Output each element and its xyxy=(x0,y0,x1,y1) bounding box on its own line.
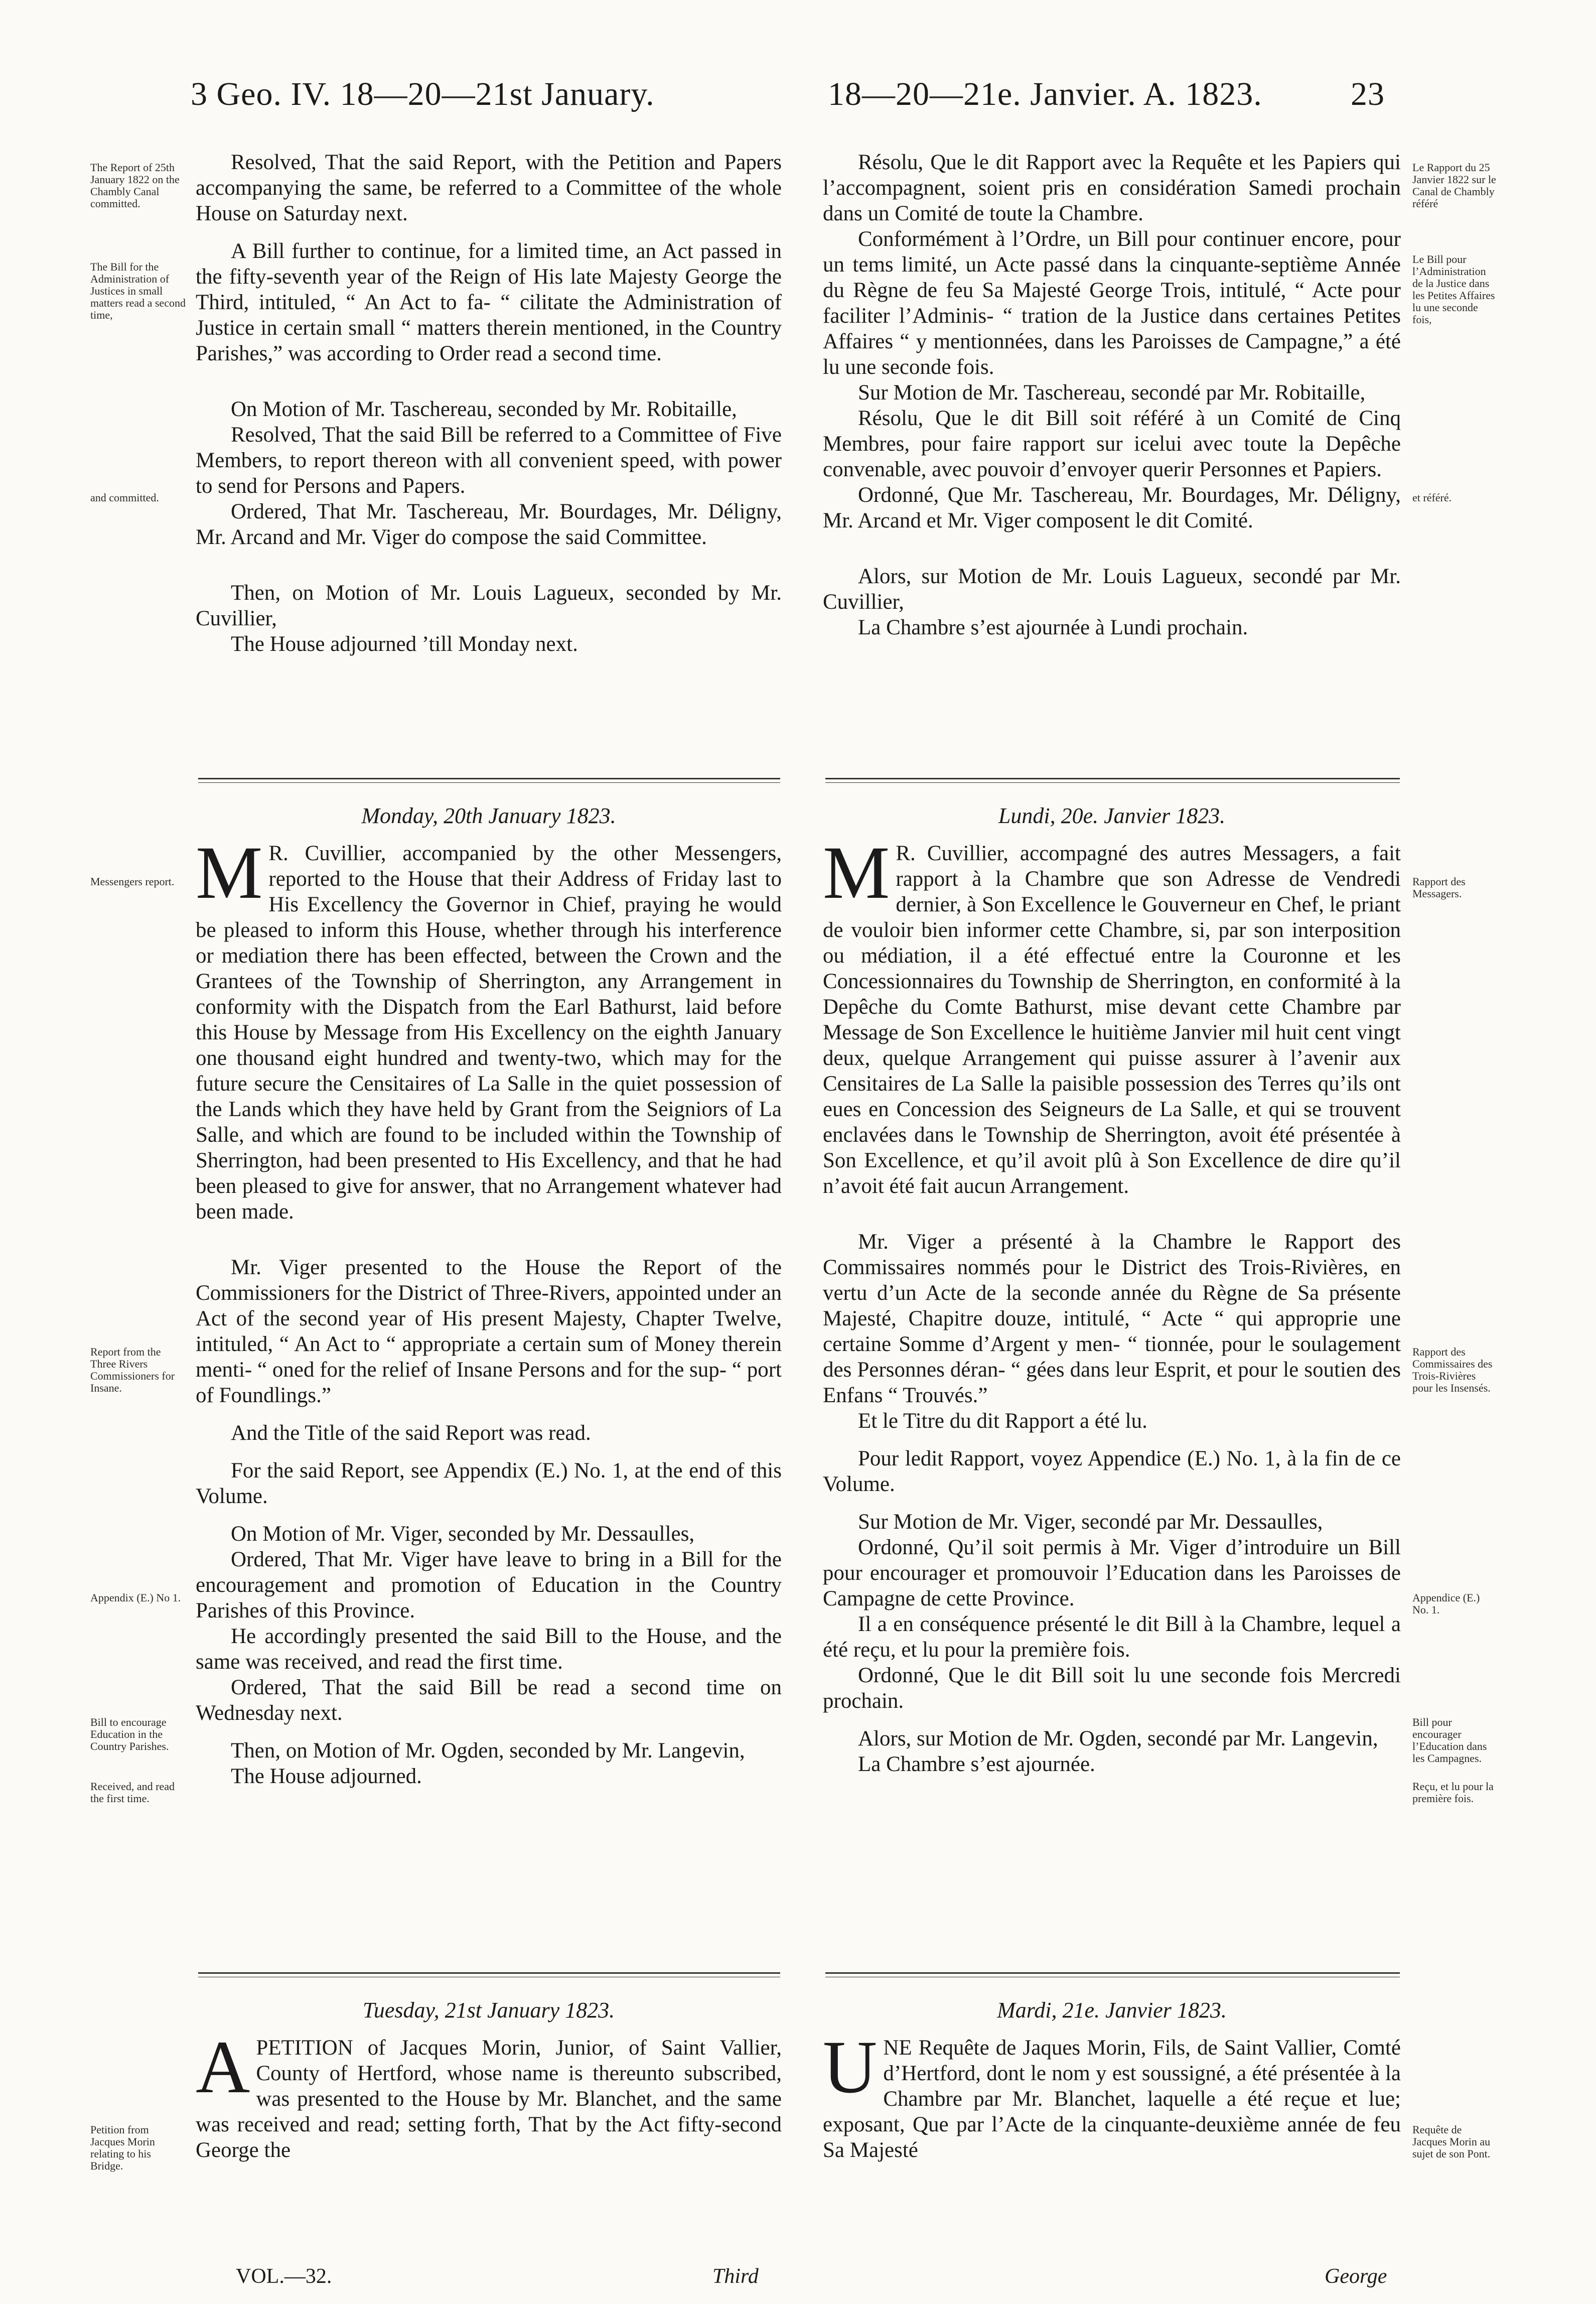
page-number: 23 xyxy=(1351,76,1385,112)
french-column-mardi xyxy=(823,1997,1401,2163)
fr-ordonne-comite: Ordonné, Que Mr. Taschereau, Mr. Bourdages, Mr. Déligny, Mr. Arcand et Mr. Viger composent le dit Comité. xyxy=(823,483,1401,532)
fr-bill-seconde-fois: Conformément à l’Ordre, un Bill pour continuer encore, pour un tems limité, un Acte passé dans la cinquante-septième Année du Règne de feu Sa Majesté George Trois, intitulé, “ Acte pour faciliter l’Adminis- “ tration de la Justice dans certaines Petites Affaires “ y mentionnées, dans les Paroisses de Campagne,” a été lu une seconde fois. xyxy=(823,227,1401,379)
fr-date-mardi: Mardi, 21e. Janvier 1823. xyxy=(997,1998,1227,2022)
en-resolved-committee: Resolved, That the said Bill be referred to a Committee of Five Members, to report thereon with all convenient speed, with power to send for Persons and Papers. xyxy=(196,423,782,498)
fr-titre-lu: Et le Titre du dit Rapport a été lu. xyxy=(858,1409,1147,1433)
margin-note-committed: and committed. xyxy=(90,491,159,504)
english-column-tuesday xyxy=(196,1997,782,2163)
en-adjourned: The House adjourned. xyxy=(231,1765,422,1788)
section-rule-fr-2 xyxy=(825,1972,1400,1977)
section-rule-fr-1 xyxy=(825,778,1400,783)
english-column-monday xyxy=(196,803,782,1789)
fr-bill-presente: Il a en conséquence présenté le dit Bill à la Chambre, lequel a été reçu, et lu pour la première fois. xyxy=(823,1612,1401,1662)
fr-motion-viger: Sur Motion de Mr. Viger, secondé par Mr. Dessaulles, xyxy=(858,1510,1323,1534)
fr-resolu-rapport: Résolu, Que le dit Rapport avec la Requête et les Papiers qui l’accompagnent, soient pris en considération Samedi prochain dans un Comité de toute la Chambre. xyxy=(823,151,1401,225)
margin-note-insane-report: Report from the Three Rivers Commissioners for Insane. xyxy=(90,1345,175,1394)
en-motion-lagueux: Then, on Motion of Mr. Louis Lagueux, seconded by Mr. Cuvillier, xyxy=(196,581,782,630)
english-column-top xyxy=(196,150,782,657)
fr-rapport-messagers: MR. Cuvillier, accompagné des autres Messagers, a fait rapport à la Chambre que son Adresse de Vendredi dernier, à Son Excellence le Gouverneur en Chef, le priant de vouloir bien informer cette Chambre, si, par son interposition ou médiation, il a été effectué entre la Couronne et les Concessionnaires du Township de Sherrington, en conformité à la Depêche du Comte Bathurst, mise devant cette Chambre par Message de Son Excellence le huitième Janvier mil huit cent vingt deux, quelque Arrangement qui puisse assurer à l’avenir aux Censitaires de La Salle la paisible possession des Terres qu’ils ont eues en Concession des Seigneurs de La Salle, et qui se trouvent enclavées dans le Township de Sherrington, avoit été présentée à Son Excellence, et qu’il avoit plû à Son Excellence de dire qu’il n’avoit été fait aucun Arrangement. xyxy=(823,831,1401,1198)
fr-date-lundi: Lundi, 20e. Janvier 1823. xyxy=(998,803,1226,828)
french-column-top xyxy=(823,150,1401,640)
french-column-lundi xyxy=(823,803,1401,1777)
margin-note-fr-requete: Requête de Jacques Morin au sujet de son Pont. xyxy=(1412,2123,1491,2160)
en-ordered-second: Ordered, That the said Bill be read a second time on Wednesday next. xyxy=(196,1676,782,1725)
en-ordered-committee: Ordered, That Mr. Taschereau, Mr. Bourdages, Mr. Déligny, Mr. Arcand and Mr. Viger do compose the said Committee. xyxy=(196,500,782,549)
margin-note-fr-refere: et référé. xyxy=(1412,491,1452,504)
margin-note-appendix: Appendix (E.) No 1. xyxy=(90,1591,181,1604)
fr-chambre-ajournee: La Chambre s’est ajournée à Lundi prochain. xyxy=(858,616,1248,639)
en-motion-ogden: Then, on Motion of Mr. Ogden, seconded by Mr. Langevin, xyxy=(231,1739,745,1763)
margin-note-fr-education: Bill pour encourager l’Education dans les Campagnes. xyxy=(1412,1716,1487,1765)
fr-ordonne-permis: Ordonné, Qu’il soit permis à Mr. Viger d’introduire un Bill pour encourager et promouvoir l’Education dans les Paroisses de Campagne de cette Province. xyxy=(823,1536,1401,1610)
en-appendix-ref: For the said Report, see Appendix (E.) No. 1, at the end of this Volume. xyxy=(196,1459,782,1508)
en-viger-report: Mr. Viger presented to the House the Report of the Commissioners for the District of Three-Rivers, appointed under an Act of the second year of His present Majesty, Chapter Twelve, intituled, “ An Act to “ appropriate a certain sum of Money therein menti- “ oned for the relief of Insane Persons and for the sup- “ port of Foundlings.” xyxy=(196,1256,782,1407)
fr-motion-taschereau: Sur Motion de Mr. Taschereau, secondé par Mr. Robitaille, xyxy=(858,381,1366,404)
margin-note-education-bill: Bill to encourage Education in the Country Parishes. xyxy=(90,1716,169,1752)
en-ordered-leave: Ordered, That Mr. Viger have leave to bring in a Bill for the encouragement and promotion of Education in the Country Parishes of this Province. xyxy=(196,1548,782,1622)
margin-note-petition: Petition from Jacques Morin relating to his Bridge. xyxy=(90,2123,155,2172)
en-petition-morin: APETITION of Jacques Morin, Junior, of Saint Vallier, County of Hertford, whose name is thereunto subscribed, was presented to the House by Mr. Blanchet, and the same was received and read; setting forth, That by the Act fifty-second George the xyxy=(196,2025,782,2162)
margin-note-messengers: Messengers report. xyxy=(90,875,175,888)
catchword-fr: George xyxy=(1325,2265,1387,2288)
en-title-read: And the Title of the said Report was read. xyxy=(231,1421,591,1445)
fr-ajournee: La Chambre s’est ajournée. xyxy=(858,1752,1095,1776)
en-date-monday: Monday, 20th January 1823. xyxy=(361,803,616,828)
en-date-tuesday: Tuesday, 21st January 1823. xyxy=(362,1998,615,2022)
margin-note-fr-rapport: Le Rapport du 25 Janvier 1822 sur le Canal de Chambly référé xyxy=(1412,161,1496,210)
margin-note-fr-appendice: Appendice (E.) No. 1. xyxy=(1412,1591,1480,1616)
section-rule-en-1 xyxy=(198,778,780,783)
section-rule-en-2 xyxy=(198,1972,780,1977)
margin-note-report-committed: The Report of 25th January 1822 on the Chambly Canal committed. xyxy=(90,161,180,210)
catchword-en: Third xyxy=(712,2265,759,2288)
margin-note-fr-messagers: Rapport des Messagers. xyxy=(1412,875,1466,900)
header-right: 18—20—21e. Janvier. A. 1823. xyxy=(828,76,1262,112)
en-motion-viger: On Motion of Mr. Viger, seconded by Mr. Dessaulles, xyxy=(231,1522,695,1546)
en-house-adjourned: The House adjourned ’till Monday next. xyxy=(231,632,578,656)
fr-requete-morin: UNE Requête de Jaques Morin, Fils, de Saint Vallier, Comté d’Hertford, dont le nom y est soussigné, a été présentée à la Chambre par Mr. Blanchet, laquelle a été reçue et lue; exposant, Que par l’Acte de la cinquante-deuxième année de feu Sa Majesté xyxy=(823,2025,1401,2162)
en-bill-presented: He accordingly presented the said Bill to the House, and the same was received, and read the first time. xyxy=(196,1624,782,1674)
fr-viger-rapport: Mr. Viger a présenté à la Chambre le Rapport des Commissaires nommés pour le District des Trois-Rivières, en vertu d’un Acte de la seconde année du Règne de Sa présente Majesté, Chapitre douze, intitulé, “ Acte “ qui approprie une certaine Somme d’Argent y men- “ tionnée, pour le soulagement des Personnes déran- “ gées dans leur Esprit, et pour le soutien des Enfans “ Trouvés.” xyxy=(823,1230,1401,1407)
en-messengers-report: MR. Cuvillier, accompanied by the other Messengers, reported to the House that their Address of Friday last to His Excellency the Governor in Chief, praying he would be pleased to inform this House, whether through his interference or mediation there has been effected, between the Crown and the Grantees of the Township of Sherrington, any Arrangement in conformity with the Dispatch from the Earl Bathurst, laid before this House by Message from His Excellency on the eighth January one thousand eight hundred and twenty-two, which may for the future secure the Censitaires of La Salle in the quiet possession of the Lands which they have held by Grant from the Seigniors of La Salle, and which are found to be included within the Township of Sherrington, had been presented to His Excellency, and that he had been pleased to give for answer, that no Arrangement whatever had been made. xyxy=(196,831,782,1224)
en-resolved-report: Resolved, That the said Report, with the Petition and Papers accompanying the same, be referred to a Committee of the whole House on Saturday next. xyxy=(196,151,782,225)
en-motion-taschereau: On Motion of Mr. Taschereau, seconded by Mr. Robitaille, xyxy=(231,397,737,421)
en-bill-second-time: A Bill further to continue, for a limited time, an Act passed in the fifty-seventh year of the Reign of His late Majesty George the Third, intituled, “ An Act to fa- “ cilitate the Administration of Justice in certain small “ matters therein mentioned, in the Country Parishes,” was according to Order read a second time. xyxy=(196,239,782,365)
running-header xyxy=(191,75,1385,130)
margin-note-bill-second-reading: The Bill for the Administration of Justices in small matters read a second time, xyxy=(90,260,186,321)
margin-note-fr-bill: Le Bill pour l’Administration de la Justice dans les Petites Affaires lu une seconde fois, xyxy=(1412,253,1495,326)
fr-appendice-ref: Pour ledit Rapport, voyez Appendice (E.) No. 1, à la fin de ce Volume. xyxy=(823,1447,1401,1496)
margin-note-fr-premiere: Reçu, et lu pour la première fois. xyxy=(1412,1780,1494,1805)
margin-note-fr-insenses: Rapport des Commissaires des Trois-Rivières pour les Insensés. xyxy=(1412,1345,1493,1394)
fr-resolu-comite: Résolu, Que le dit Bill soit référé à un Comité de Cinq Membres, pour faire rapport sur icelui avec toute la Depêche convenable, avec pouvoir d’envoyer querir Personnes et Papiers. xyxy=(823,406,1401,481)
fr-motion-lagueux: Alors, sur Motion de Mr. Louis Lagueux, secondé par Mr. Cuvillier, xyxy=(823,565,1401,614)
fr-ordonne-seconde: Ordonné, Que le dit Bill soit lu une seconde fois Mercredi prochain. xyxy=(823,1664,1401,1713)
margin-note-first-reading: Received, and read the first time. xyxy=(90,1780,175,1805)
header-left: 3 Geo. IV. 18—20—21st January. xyxy=(191,76,655,112)
volume-signature: VOL.—32. xyxy=(236,2265,332,2288)
fr-motion-ogden: Alors, sur Motion de Mr. Ogden, secondé par Mr. Langevin, xyxy=(858,1727,1378,1750)
